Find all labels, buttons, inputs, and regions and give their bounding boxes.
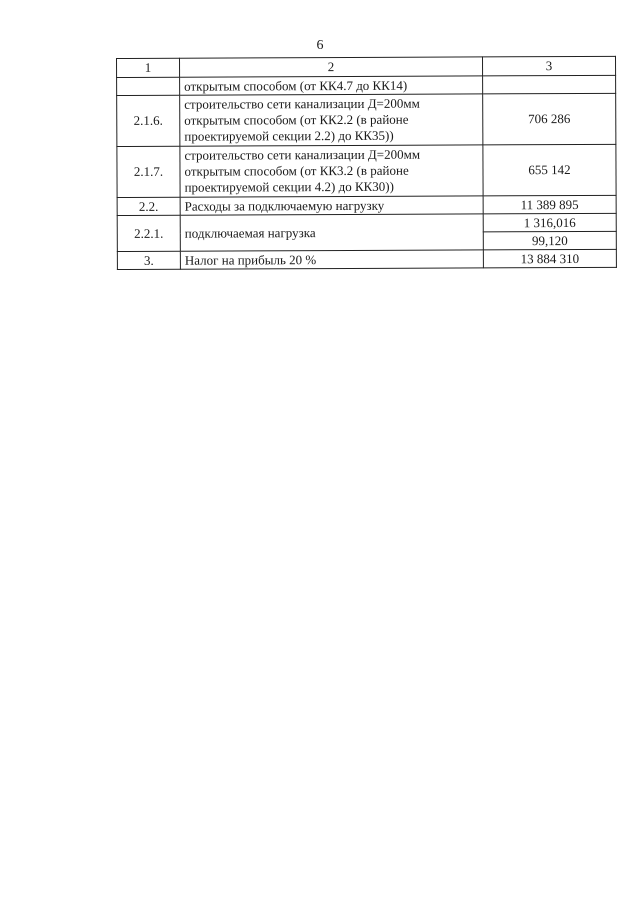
row-value: 13 884 310 — [483, 249, 616, 268]
row-value: 706 286 — [483, 93, 616, 145]
row-number: 2.2. — [117, 197, 180, 215]
header-col-2: 2 — [180, 57, 483, 77]
row-value: 655 142 — [483, 144, 616, 196]
table-header-row — [117, 56, 616, 77]
row-description: строительство сети канализации Д=200мм открытым способом (от КК3.2 (в районе проектируемой секции 4.2) до КК30)) — [180, 145, 483, 197]
row-number: 2.1.6. — [117, 95, 180, 146]
table-row — [117, 249, 616, 269]
header-col-3: 3 — [482, 56, 615, 76]
row-value-secondary: 99,120 — [483, 231, 616, 250]
row-number: 3. — [117, 251, 180, 269]
row-value — [483, 75, 616, 94]
row-description: Налог на прибыль 20 % — [180, 250, 483, 269]
cost-table — [116, 56, 617, 270]
table-row — [117, 213, 616, 233]
row-number — [117, 77, 180, 95]
row-description: Расходы за подключаемую нагрузку — [180, 196, 483, 215]
row-number: 2.1.7. — [117, 146, 180, 197]
row-number: 2.2.1. — [117, 215, 180, 251]
row-value: 1 316,016 — [483, 213, 616, 232]
table-row — [117, 75, 616, 95]
row-description: открытым способом (от КК4.7 до КК14) — [180, 76, 483, 95]
header-col-1: 1 — [117, 58, 180, 77]
page-number: 6 — [316, 38, 324, 53]
row-description: подключаемая нагрузка — [180, 214, 483, 251]
table-row — [117, 93, 616, 146]
table-row — [117, 144, 616, 197]
row-value: 11 389 895 — [483, 195, 616, 214]
row-description: строительство сети канализации Д=200мм открытым способом (от КК2.2 (в районе проектируемой секции 2.2) до КК35)) — [180, 94, 483, 146]
table-row — [117, 195, 616, 215]
